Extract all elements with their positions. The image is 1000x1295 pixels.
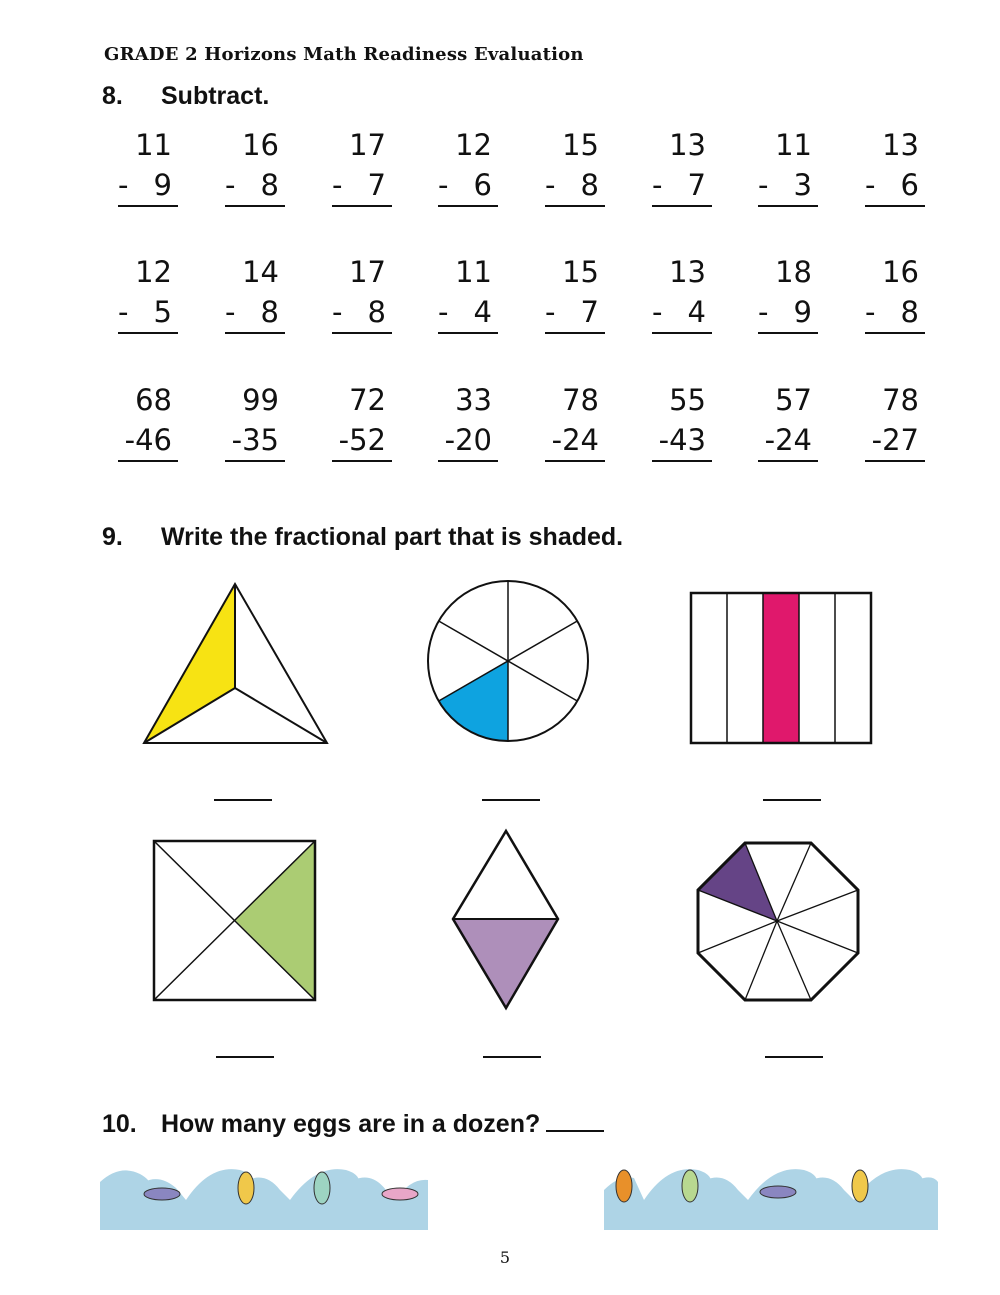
subtrahend: 4 xyxy=(687,295,706,329)
subtraction-problem xyxy=(118,125,178,207)
subtraction-problem xyxy=(332,125,392,207)
question-8-heading xyxy=(102,82,269,111)
subtraction-problem xyxy=(225,252,285,334)
subtrahend: -52 xyxy=(332,420,392,462)
minuend: 78 xyxy=(882,383,919,417)
minus-sign: - xyxy=(865,168,876,202)
subtrahend-line xyxy=(438,165,498,207)
subtrahend-line xyxy=(118,292,178,334)
subtraction-problem xyxy=(758,252,818,334)
subtraction-problem xyxy=(332,252,392,334)
answer-blank-octagon[interactable] xyxy=(765,1056,823,1058)
minuend: 17 xyxy=(349,255,386,289)
subtrahend: -24 xyxy=(545,420,605,462)
wave-fish-border-right xyxy=(604,1160,940,1230)
subtrahend: -35 xyxy=(225,420,285,462)
subtrahend: 6 xyxy=(900,168,919,202)
subtrahend: -43 xyxy=(652,420,712,462)
subtraction-problem xyxy=(652,125,712,207)
minus-sign: - xyxy=(865,295,876,329)
subtrahend: 9 xyxy=(153,168,172,202)
wave-fish-border-left xyxy=(100,1160,430,1230)
subtraction-problem xyxy=(545,125,605,207)
minuend: 11 xyxy=(135,128,172,162)
answer-blank-dozen[interactable] xyxy=(546,1108,604,1132)
minus-sign: - xyxy=(652,295,663,329)
minus-sign: - xyxy=(438,295,449,329)
subtraction-problem xyxy=(652,380,712,462)
subtraction-problem xyxy=(865,380,925,462)
diamond-shape xyxy=(450,828,562,1012)
minus-sign: - xyxy=(118,168,129,202)
subtraction-problem xyxy=(545,252,605,334)
subtrahend: 8 xyxy=(367,295,386,329)
page-header: GRADE 2 Horizons Math Readiness Evaluation xyxy=(104,44,584,65)
question-10-number: 10. xyxy=(102,1110,137,1138)
square-shaded-part xyxy=(235,841,315,1000)
subtrahend: 8 xyxy=(260,295,279,329)
question-10-heading xyxy=(102,1108,604,1139)
minus-sign: - xyxy=(545,295,556,329)
minuend: 14 xyxy=(242,255,279,289)
subtraction-problem xyxy=(758,380,818,462)
octagon-shape xyxy=(695,840,863,1006)
answer-blank-circle[interactable] xyxy=(482,799,540,801)
minus-sign: - xyxy=(652,168,663,202)
minuend: 16 xyxy=(242,128,279,162)
subtrahend: 9 xyxy=(793,295,812,329)
subtrahend: 7 xyxy=(580,295,599,329)
square-shape xyxy=(151,838,319,1004)
minuend: 99 xyxy=(242,383,279,417)
subtrahend-line xyxy=(545,292,605,334)
minuend: 68 xyxy=(135,383,172,417)
minuend: 15 xyxy=(562,128,599,162)
subtraction-problem xyxy=(118,380,178,462)
minuend: 78 xyxy=(562,383,599,417)
subtrahend-line xyxy=(438,292,498,334)
minuend: 16 xyxy=(882,255,919,289)
subtrahend-line xyxy=(332,292,392,334)
question-9-title: Write the fractional part that is shaded. xyxy=(161,523,624,551)
subtrahend-line xyxy=(652,165,712,207)
minuend: 11 xyxy=(775,128,812,162)
subtraction-problem xyxy=(865,252,925,334)
diamond-shaded-part xyxy=(453,919,558,1008)
subtrahend: 6 xyxy=(473,168,492,202)
minus-sign: - xyxy=(332,168,343,202)
subtrahend: 8 xyxy=(580,168,599,202)
minus-sign: - xyxy=(332,295,343,329)
question-9-number: 9. xyxy=(102,523,123,551)
minuend: 57 xyxy=(775,383,812,417)
subtrahend-line xyxy=(758,165,818,207)
minuend: 12 xyxy=(455,128,492,162)
subtraction-problem xyxy=(438,380,498,462)
minus-sign: - xyxy=(438,168,449,202)
minuend: 13 xyxy=(669,255,706,289)
subtraction-problem xyxy=(758,125,818,207)
circle-shape xyxy=(424,580,592,745)
minuend: 13 xyxy=(882,128,919,162)
subtraction-problem xyxy=(118,252,178,334)
circle-shaded-part xyxy=(439,661,508,741)
rectangle-shaded-part xyxy=(763,593,799,743)
subtrahend-line xyxy=(332,165,392,207)
minuend: 55 xyxy=(669,383,706,417)
minus-sign: - xyxy=(118,295,129,329)
subtraction-problem xyxy=(865,125,925,207)
subtrahend: 3 xyxy=(793,168,812,202)
minuend: 17 xyxy=(349,128,386,162)
subtrahend: 7 xyxy=(367,168,386,202)
subtraction-problem xyxy=(545,380,605,462)
minus-sign: - xyxy=(225,295,236,329)
question-10-title: How many eggs are in a dozen? xyxy=(161,1110,541,1138)
question-8-title: Subtract. xyxy=(161,82,270,110)
subtrahend: 8 xyxy=(260,168,279,202)
subtrahend: -24 xyxy=(758,420,818,462)
subtrahend-line xyxy=(758,292,818,334)
subtrahend: -27 xyxy=(865,420,925,462)
subtraction-problem xyxy=(225,380,285,462)
question-9-heading xyxy=(102,523,623,552)
minus-sign: - xyxy=(225,168,236,202)
question-8-number: 8. xyxy=(102,82,123,110)
subtrahend: 4 xyxy=(473,295,492,329)
minuend: 11 xyxy=(455,255,492,289)
minuend: 33 xyxy=(455,383,492,417)
subtrahend-line xyxy=(118,165,178,207)
subtrahend-line xyxy=(865,292,925,334)
subtraction-problem xyxy=(652,252,712,334)
subtrahend: 7 xyxy=(687,168,706,202)
subtrahend-line xyxy=(225,292,285,334)
answer-blank-diamond[interactable] xyxy=(483,1056,541,1058)
minus-sign: - xyxy=(545,168,556,202)
subtraction-problem xyxy=(225,125,285,207)
triangle-shape xyxy=(140,580,330,748)
subtrahend-line xyxy=(865,165,925,207)
subtrahend-line xyxy=(545,165,605,207)
minuend: 12 xyxy=(135,255,172,289)
minus-sign: - xyxy=(758,295,769,329)
subtrahend: 5 xyxy=(153,295,172,329)
rectangle-shape xyxy=(688,590,874,746)
page-number: 5 xyxy=(499,1248,511,1267)
minuend: 18 xyxy=(775,255,812,289)
subtrahend: -46 xyxy=(118,420,178,462)
subtrahend-line xyxy=(225,165,285,207)
subtrahend: -20 xyxy=(438,420,498,462)
subtraction-problem xyxy=(438,125,498,207)
octagon-shaded-part xyxy=(698,843,777,921)
subtrahend-line xyxy=(652,292,712,334)
minus-sign: - xyxy=(758,168,769,202)
answer-blank-rectangle[interactable] xyxy=(763,799,821,801)
minuend: 15 xyxy=(562,255,599,289)
answer-blank-triangle[interactable] xyxy=(214,799,272,801)
subtraction-problem xyxy=(332,380,392,462)
minuend: 72 xyxy=(349,383,386,417)
subtrahend: 8 xyxy=(900,295,919,329)
answer-blank-square[interactable] xyxy=(216,1056,274,1058)
subtraction-problem xyxy=(438,252,498,334)
minuend: 13 xyxy=(669,128,706,162)
